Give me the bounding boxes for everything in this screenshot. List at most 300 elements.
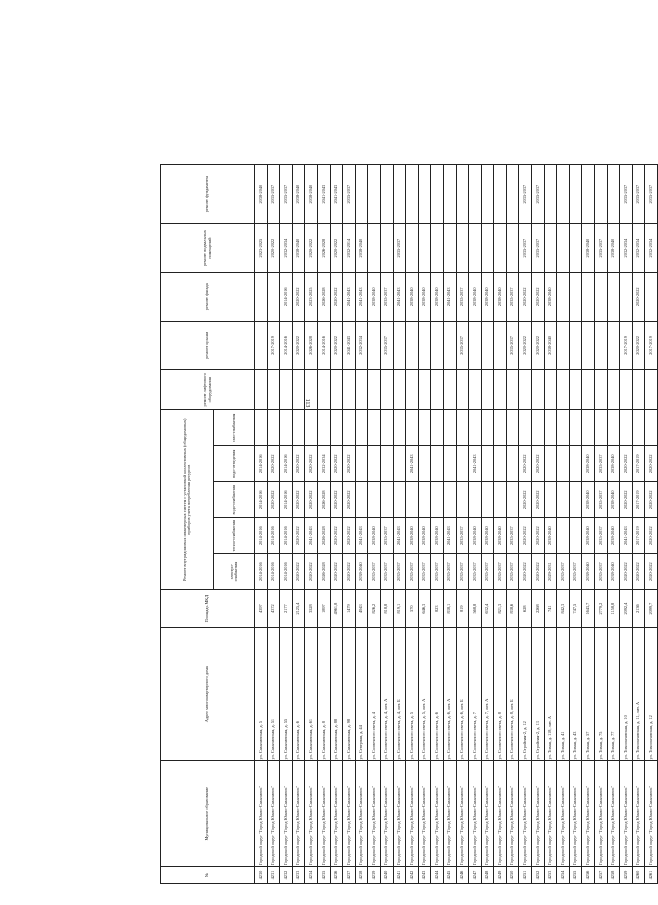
cell-water: 2020-2022 (519, 482, 532, 518)
cell-heat: 2038-2040 (481, 518, 494, 554)
cell-municipality: Городской округ "Город Южно-Сахалинск" (418, 761, 431, 867)
cell-sewer (431, 446, 444, 482)
cell-basement: 2038-2040 (355, 224, 368, 273)
cell-gas (292, 410, 305, 446)
cell-roof (569, 321, 582, 370)
cell-roof: 2041-2043 (343, 321, 356, 370)
cell-electric: 2035-2037 (506, 554, 519, 590)
cell-basement (569, 224, 582, 273)
cell-num: 4242 (406, 867, 419, 884)
cell-address: ул. Сахалинская, д. 5 (255, 628, 268, 761)
cell-area: 646,3 (418, 590, 431, 628)
table-row (519, 165, 532, 884)
cell-area: 741 (544, 590, 557, 628)
repair-schedule-table (160, 164, 658, 884)
cell-address: ул. Солнечного света, д. 7, лит. А (481, 628, 494, 761)
cell-electric: 2020-2022 (519, 554, 532, 590)
cell-heat: 2038-2040 (368, 518, 381, 554)
table-row (343, 165, 356, 884)
cell-basement: 2035-2037 (393, 224, 406, 273)
cell-address: ул. Тихая, д. 41 (557, 628, 570, 761)
table-header (161, 165, 255, 884)
cell-facade: 2026-2028 (317, 272, 330, 321)
cell-sewer: 2038-2040 (582, 446, 595, 482)
cell-municipality: Городской округ "Город Южно-Сахалинск" (532, 761, 545, 867)
cell-gas (431, 410, 444, 446)
table-row (494, 165, 507, 884)
cell-gas (305, 410, 318, 446)
cell-electric: 2020-2022 (620, 554, 633, 590)
table-row (544, 165, 557, 884)
cell-basement (456, 224, 469, 273)
cell-heat: 2038-2040 (607, 518, 620, 554)
cell-facade: 2041-2043 (393, 272, 406, 321)
cell-roof: 2035-2037 (380, 321, 393, 370)
cell-municipality: Городской округ "Город Южно-Сахалинск" (544, 761, 557, 867)
cell-gas (380, 410, 393, 446)
table-row (456, 165, 469, 884)
cell-elevator (557, 370, 570, 410)
cell-num: 4261 (645, 867, 658, 884)
header-sewer: водо-отведения (214, 446, 255, 482)
cell-electric: 2020-2022 (532, 554, 545, 590)
cell-foundation (431, 165, 444, 224)
cell-gas (343, 410, 356, 446)
cell-elevator (494, 370, 507, 410)
cell-municipality: Городской округ "Город Южно-Сахалинск" (267, 761, 280, 867)
cell-electric: 2020-2022 (305, 554, 318, 590)
cell-electric: 2035-2037 (368, 554, 381, 590)
cell-roof (393, 321, 406, 370)
cell-sewer (544, 446, 557, 482)
cell-basement (557, 224, 570, 273)
table-row (431, 165, 444, 884)
cell-elevator (645, 370, 658, 410)
cell-foundation: 2035-2037 (519, 165, 532, 224)
header-municipality: Муниципальное образование (161, 761, 255, 867)
cell-heat: 2020-2022 (532, 518, 545, 554)
cell-basement: 2032-2034 (632, 224, 645, 273)
cell-elevator (393, 370, 406, 410)
cell-heat: 2041-2043 (305, 518, 318, 554)
cell-elevator (305, 370, 318, 410)
cell-roof (255, 321, 268, 370)
cell-num: 4230 (255, 867, 268, 884)
cell-area: 747,5 (569, 590, 582, 628)
cell-electric: 2038-2040 (582, 554, 595, 590)
cell-electric: 2038-2040 (355, 554, 368, 590)
table-row (632, 165, 645, 884)
cell-basement: 2020-2022 (267, 224, 280, 273)
table-row (569, 165, 582, 884)
cell-electric: 2014-2016 (280, 554, 293, 590)
table-row (406, 165, 419, 884)
cell-foundation (393, 165, 406, 224)
cell-basement (418, 224, 431, 273)
cell-address: ул. Сахалинская, д. 8 (317, 628, 330, 761)
cell-sewer (456, 446, 469, 482)
cell-basement (506, 224, 519, 273)
cell-electric: 2014-2016 (255, 554, 268, 590)
cell-elevator (330, 370, 343, 410)
cell-num: 4250 (506, 867, 519, 884)
table-row (595, 165, 608, 884)
cell-address: ул. Солнечного света, д. 4 (368, 628, 381, 761)
cell-area: 819,1 (393, 590, 406, 628)
cell-facade: 2020-2022 (519, 272, 532, 321)
cell-area: 1643,7 (582, 590, 595, 628)
cell-electric: 2035-2037 (494, 554, 507, 590)
cell-elevator (280, 370, 293, 410)
cell-water: 2035-2037 (595, 482, 608, 518)
cell-water (456, 482, 469, 518)
cell-foundation (368, 165, 381, 224)
cell-area: 2136 (632, 590, 645, 628)
cell-facade: 2038-2040 (494, 272, 507, 321)
cell-water (494, 482, 507, 518)
cell-basement (431, 224, 444, 273)
header-water: водо-снабжения (214, 482, 255, 518)
cell-roof: 2020-2022 (632, 321, 645, 370)
cell-roof (368, 321, 381, 370)
cell-gas (582, 410, 595, 446)
table-row (330, 165, 343, 884)
cell-address: ул. Тихоокеанская, д. 12 (645, 628, 658, 761)
cell-foundation (481, 165, 494, 224)
cell-electric: 2035-2037 (393, 554, 406, 590)
cell-facade: 2041-2043 (343, 272, 356, 321)
cell-municipality: Городской округ "Город Южно-Сахалинск" (406, 761, 419, 867)
cell-heat: 2020-2022 (292, 518, 305, 554)
cell-basement (494, 224, 507, 273)
cell-area: 2099,7 (645, 590, 658, 628)
cell-elevator (368, 370, 381, 410)
cell-municipality: Городской округ "Город Южно-Сахалинск" (519, 761, 532, 867)
cell-gas (519, 410, 532, 446)
cell-address: ул. Солнечного света, д. 6 (431, 628, 444, 761)
cell-electric: 2014-2016 (267, 554, 280, 590)
cell-area: 838,1 (443, 590, 456, 628)
cell-num: 4234 (305, 867, 318, 884)
cell-num: 4249 (494, 867, 507, 884)
table-row (418, 165, 431, 884)
cell-heat: 2041-2043 (620, 518, 633, 554)
cell-heat: 2041-2043 (443, 518, 456, 554)
header-meters-group: Ремонт внутридомовых инженерных систем с установкой коллективных (общедомовых) приборов учета потребления ресурсов (161, 410, 214, 590)
cell-water (393, 482, 406, 518)
cell-water (355, 482, 368, 518)
cell-num: 4231 (267, 867, 280, 884)
table-row (280, 165, 293, 884)
table-row (481, 165, 494, 884)
cell-basement (481, 224, 494, 273)
cell-foundation: 2038-2040 (305, 165, 318, 224)
cell-electric: 2035-2037 (443, 554, 456, 590)
cell-water (406, 482, 419, 518)
cell-heat: 2038-2040 (406, 518, 419, 554)
cell-roof (557, 321, 570, 370)
cell-roof: 2017-2019 (645, 321, 658, 370)
cell-sewer (506, 446, 519, 482)
cell-roof (595, 321, 608, 370)
cell-heat: 2041-2043 (355, 518, 368, 554)
table-row (506, 165, 519, 884)
cell-address: ул. Тихая, д. 118, лит. А (544, 628, 557, 761)
cell-municipality: Городской округ "Город Южно-Сахалинск" (632, 761, 645, 867)
cell-roof: 2032-2034 (355, 321, 368, 370)
cell-facade: 2038-2040 (544, 272, 557, 321)
cell-electric: 2020-2022 (292, 554, 305, 590)
cell-heat: 2026-2028 (317, 518, 330, 554)
cell-gas (406, 410, 419, 446)
cell-facade: 2020-2022 (292, 272, 305, 321)
cell-municipality: Городской округ "Город Южно-Сахалинск" (481, 761, 494, 867)
cell-elevator (532, 370, 545, 410)
cell-num: 4241 (393, 867, 406, 884)
table-row (317, 165, 330, 884)
cell-roof: 2020-2022 (292, 321, 305, 370)
cell-heat: 2035-2037 (456, 518, 469, 554)
cell-address: ул. Тихая, д. 75 (595, 628, 608, 761)
cell-foundation (494, 165, 507, 224)
cell-elevator (544, 370, 557, 410)
cell-heat (557, 518, 570, 554)
cell-facade: 2038-2040 (418, 272, 431, 321)
cell-area: 4961,8 (330, 590, 343, 628)
table-row (607, 165, 620, 884)
cell-heat: 2035-2037 (595, 518, 608, 554)
cell-facade (620, 272, 633, 321)
cell-num: 4236 (330, 867, 343, 884)
header-area: Площадь МКД (161, 590, 255, 628)
table-row (380, 165, 393, 884)
cell-area: 2092,4 (620, 590, 633, 628)
cell-foundation: 2035-2037 (343, 165, 356, 224)
cell-electric: 2035-2037 (595, 554, 608, 590)
cell-sewer (393, 446, 406, 482)
cell-basement: 2020-2022 (305, 224, 318, 273)
cell-sewer: 2020-2022 (645, 446, 658, 482)
cell-area: 1897 (317, 590, 330, 628)
cell-address: ул. Стройная-2, д. 12 (519, 628, 532, 761)
rotated-table-container (160, 164, 653, 884)
table-row (292, 165, 305, 884)
cell-facade: 2038-2040 (431, 272, 444, 321)
cell-facade: 2041-2043 (355, 272, 368, 321)
cell-municipality: Городской округ "Город Южно-Сахалинск" (469, 761, 482, 867)
cell-foundation: 2038-2040 (292, 165, 305, 224)
cell-elevator (317, 370, 330, 410)
cell-water (506, 482, 519, 518)
cell-basement: 2032-2034 (620, 224, 633, 273)
cell-facade: 2038-2040 (481, 272, 494, 321)
cell-facade: 2020-2022 (632, 272, 645, 321)
cell-municipality: Городской округ "Город Южно-Сахалинск" (443, 761, 456, 867)
cell-address: ул. Солнечного света, д. 8 (494, 628, 507, 761)
cell-heat: 2014-2016 (267, 518, 280, 554)
table-row (582, 165, 595, 884)
cell-roof: 2014-2016 (317, 321, 330, 370)
cell-municipality: Городской округ "Город Южно-Сахалинск" (305, 761, 318, 867)
cell-foundation (418, 165, 431, 224)
table-row (645, 165, 658, 884)
cell-gas (607, 410, 620, 446)
header-electric: электро-снабжения (214, 554, 255, 590)
cell-municipality: Городской округ "Город Южно-Сахалинск" (280, 761, 293, 867)
cell-municipality: Городской округ "Город Южно-Сахалинск" (255, 761, 268, 867)
cell-sewer: 2041-2043 (406, 446, 419, 482)
cell-foundation (406, 165, 419, 224)
cell-facade (645, 272, 658, 321)
cell-area: 819 (456, 590, 469, 628)
table-row (469, 165, 482, 884)
cell-municipality: Городской округ "Город Южно-Сахалинск" (582, 761, 595, 867)
cell-facade: 2041-2043 (443, 272, 456, 321)
cell-municipality: Городской округ "Город Южно-Сахалинск" (292, 761, 305, 867)
table-row (557, 165, 570, 884)
cell-water: 2020-2022 (620, 482, 633, 518)
cell-elevator (469, 370, 482, 410)
cell-sewer (380, 446, 393, 482)
cell-sewer: 2020-2022 (305, 446, 318, 482)
cell-basement (544, 224, 557, 273)
cell-gas (355, 410, 368, 446)
cell-basement: 2035-2037 (595, 224, 608, 273)
cell-electric: 2020-2022 (632, 554, 645, 590)
cell-water (380, 482, 393, 518)
cell-heat: 2014-2016 (280, 518, 293, 554)
cell-roof (582, 321, 595, 370)
cell-sewer: 2017-2019 (632, 446, 645, 482)
cell-num: 4246 (456, 867, 469, 884)
cell-basement: 2023-2025 (255, 224, 268, 273)
cell-water: 2038-2040 (582, 482, 595, 518)
cell-elevator (380, 370, 393, 410)
cell-water: 2017-2019 (632, 482, 645, 518)
cell-foundation: 2035-2037 (267, 165, 280, 224)
cell-water: 2020-2022 (532, 482, 545, 518)
cell-roof (469, 321, 482, 370)
cell-num: 4254 (557, 867, 570, 884)
cell-basement (368, 224, 381, 273)
cell-num: 4258 (607, 867, 620, 884)
cell-municipality: Городской округ "Город Южно-Сахалинск" (368, 761, 381, 867)
cell-address: ул. Сахалинская, д. 55 (280, 628, 293, 761)
cell-elevator (255, 370, 268, 410)
cell-num: 4255 (569, 867, 582, 884)
cell-num: 4247 (469, 867, 482, 884)
cell-foundation (557, 165, 570, 224)
cell-roof: 2014-2016 (280, 321, 293, 370)
cell-heat: 2020-2022 (519, 518, 532, 554)
cell-municipality: Городской округ "Город Южно-Сахалинск" (620, 761, 633, 867)
cell-sewer (494, 446, 507, 482)
cell-electric: 2035-2037 (406, 554, 419, 590)
cell-water: 2020-2022 (645, 482, 658, 518)
cell-foundation (355, 165, 368, 224)
cell-basement: 2032-2014 (343, 224, 356, 273)
cell-sewer (443, 446, 456, 482)
cell-address: ул. Тихая, д. 77 (607, 628, 620, 761)
cell-municipality: Городской округ "Город Южно-Сахалинск" (431, 761, 444, 867)
cell-municipality: Городской округ "Город Южно-Сахалинск" (330, 761, 343, 867)
cell-basement: 2032-2034 (645, 224, 658, 273)
cell-foundation (443, 165, 456, 224)
cell-sewer: 2032-2034 (317, 446, 330, 482)
table-row (393, 165, 406, 884)
cell-area: 818,8 (380, 590, 393, 628)
cell-gas (418, 410, 431, 446)
table-row (267, 165, 280, 884)
cell-area: 632,4 (481, 590, 494, 628)
cell-address: ул. Солнечного света, д. 4, лит. Б (393, 628, 406, 761)
cell-gas (330, 410, 343, 446)
cell-facade: 2014-2016 (280, 272, 293, 321)
cell-elevator (431, 370, 444, 410)
cell-elevator (267, 370, 280, 410)
cell-address: ул. Тихоокеанская, д. 10 (620, 628, 633, 761)
cell-gas (595, 410, 608, 446)
cell-num: 4235 (317, 867, 330, 884)
cell-elevator (569, 370, 582, 410)
cell-facade: 2020-2022 (532, 272, 545, 321)
cell-sewer: 2038-2040 (607, 446, 620, 482)
cell-water (481, 482, 494, 518)
cell-address: ул. Северная, д. 44 (355, 628, 368, 761)
cell-num: 4238 (355, 867, 368, 884)
cell-water (443, 482, 456, 518)
cell-heat: 2020-2022 (343, 518, 356, 554)
cell-basement (443, 224, 456, 273)
cell-area: 4397 (255, 590, 268, 628)
cell-elevator (355, 370, 368, 410)
header-num: № (161, 867, 255, 884)
cell-heat: 2038-2040 (582, 518, 595, 554)
cell-facade: 2020-2022 (330, 272, 343, 321)
cell-address: ул. Солнечного света, д. 8, лит. Б (506, 628, 519, 761)
cell-area: 2177 (280, 590, 293, 628)
cell-foundation (595, 165, 608, 224)
table-row (368, 165, 381, 884)
cell-roof (607, 321, 620, 370)
cell-num: 4237 (343, 867, 356, 884)
cell-sewer: 2014-2016 (255, 446, 268, 482)
cell-num: 4239 (368, 867, 381, 884)
cell-heat: 2017-2019 (632, 518, 645, 554)
cell-basement: 2038-2040 (607, 224, 620, 273)
cell-facade (607, 272, 620, 321)
cell-gas (620, 410, 633, 446)
cell-municipality: Городской округ "Город Южно-Сахалинск" (595, 761, 608, 867)
cell-num: 4233 (292, 867, 305, 884)
table-row (305, 165, 318, 884)
cell-foundation (569, 165, 582, 224)
cell-elevator (443, 370, 456, 410)
cell-basement: 2020-2022 (330, 224, 343, 273)
cell-address: ул. Солнечного света, д. 4, лит. А (380, 628, 393, 761)
cell-heat: 2014-2016 (255, 518, 268, 554)
cell-address: ул. Сахалинская, д. 61 (305, 628, 318, 761)
cell-foundation: 2041-2043 (317, 165, 330, 224)
cell-facade (582, 272, 595, 321)
cell-gas (456, 410, 469, 446)
cell-basement: 2035-2037 (519, 224, 532, 273)
cell-elevator (632, 370, 645, 410)
cell-municipality: Городской округ "Город Южно-Сахалинск" (645, 761, 658, 867)
cell-gas (393, 410, 406, 446)
cell-water (557, 482, 570, 518)
cell-heat: 2035-2037 (380, 518, 393, 554)
